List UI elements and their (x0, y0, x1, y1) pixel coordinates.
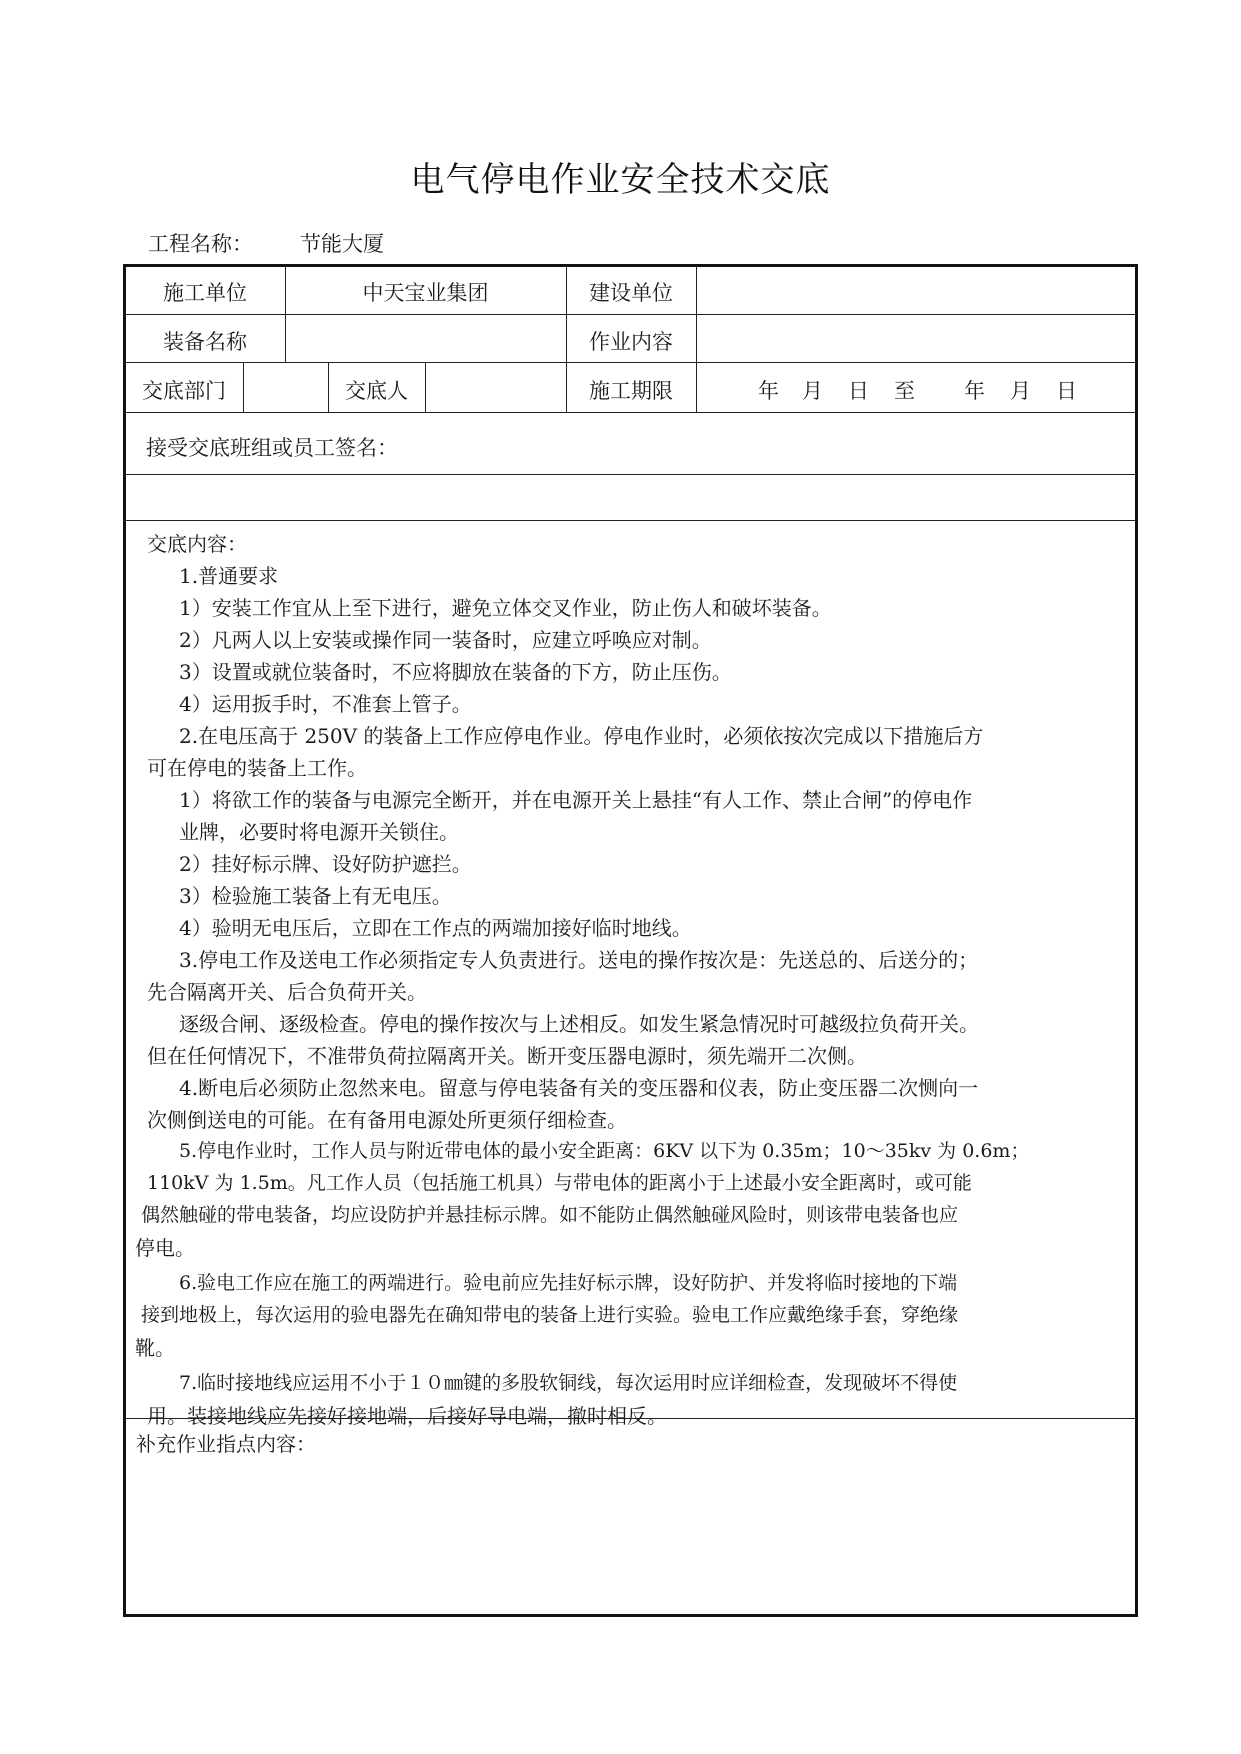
page-title: 电气停电作业安全技术交底 (410, 160, 831, 200)
construction-unit-value: 中天宝业集团 (362, 281, 489, 305)
content-line: 3）检验施工装备上有无电压。 (179, 884, 452, 908)
content-line: 先合隔离开关、后合负荷开关。 (147, 980, 427, 1004)
period-day-end: 日 (1056, 379, 1077, 403)
col-divider (243, 362, 244, 412)
content-line: 靴。 (135, 1336, 175, 1360)
content-line: 110kV 为 1.5m。凡工作人员（包括施工机具）与带电体的距离小于上述最小安全距离时，或可能 (147, 1172, 972, 1194)
content-line: 1）安装工作宜从上至下进行，避免立体交叉作业，防止伤人和破坏装备。 (179, 596, 832, 620)
project-name-label: 工程名称： (148, 232, 253, 256)
row-divider (125, 474, 1136, 475)
col-divider (696, 266, 697, 412)
row-divider (125, 362, 1136, 363)
period-year-start: 年 (758, 379, 779, 403)
period-month-end: 月 (1010, 379, 1031, 403)
content-line: 4）验明无电压后，立即在工作点的两端加接好临时地线。 (179, 916, 692, 940)
developer-unit-label: 建设单位 (589, 281, 673, 305)
content-line: 1.普通要求 (179, 564, 279, 588)
col-divider (425, 362, 426, 412)
construction-unit-label: 施工单位 (163, 281, 247, 305)
content-line: 2.在电压高于 250V 的装备上工作应停电作业。停电作业时，必须依按次完成以下措施后方 (179, 724, 984, 748)
content-line: 可在停电的装备上工作。 (147, 756, 367, 780)
handover-dept-label: 交底部门 (142, 379, 226, 403)
content-line: 3.停电工作及送电工作必须指定专人负责进行。送电的操作按次是：先送总的、后送分的； (179, 948, 979, 972)
content-line: 7.临时接地线应运用不小于１０㎜键的多股软铜线，每次运用时应详细检查，发现破坏不得使 (179, 1372, 958, 1394)
equipment-name-label: 装备名称 (163, 330, 247, 354)
content-line: 4.断电后必须防止忽然来电。留意与停电装备有关的变压器和仪表，防止变压器二次恻向一 (179, 1076, 979, 1100)
signature-label: 接受交底班组或员工签名： (146, 436, 398, 460)
content-line: 停电。 (135, 1236, 195, 1260)
content-line: 4）运用扳手时，不准套上管子。 (179, 692, 472, 716)
content-heading: 交底内容： (147, 532, 247, 556)
content-line: 3）设置或就位装备时，不应将脚放在装备的下方，防止压伤。 (179, 660, 732, 684)
content-line: 但在任何情况下，不准带负荷拉隔离开关。断开变压器电源时，须先端开二次侧。 (147, 1044, 867, 1068)
period-year-end: 年 (964, 379, 985, 403)
content-line: 逐级合闸、逐级检查。停电的操作按次与上述相反。如发生紧急情况时可越级拉负荷开关。 (179, 1012, 979, 1036)
supplement-label: 补充作业指点内容： (136, 1432, 316, 1456)
project-name-value: 节能大厦 (300, 232, 384, 256)
work-content-label: 作业内容 (589, 330, 673, 354)
content-line: 6.验电工作应在施工的两端进行。验电前应先挂好标示牌，设好防护、并发将临时接地的下端 (179, 1272, 958, 1294)
handover-person-label: 交底人 (345, 379, 408, 403)
content-line: 5.停电作业时，工作人员与附近带电体的最小安全距离：6KV 以下为 0.35m；10～35kv 为 0.6m； (179, 1140, 1030, 1162)
content-line: 用。装接地线应先接好接地端，后接好导电端，撤时相反。 (147, 1404, 667, 1428)
content-line: 2）挂好标示牌、设好防护遮拦。 (179, 852, 472, 876)
row-divider (125, 412, 1136, 413)
period-day-start: 日 (848, 379, 869, 403)
period-to: 至 (894, 379, 915, 403)
row-divider (125, 314, 1136, 315)
construction-period-label: 施工期限 (589, 379, 673, 403)
content-line: 次侧倒送电的可能。在有备用电源处所更须仔细检查。 (147, 1108, 627, 1132)
content-line: 2）凡两人以上安装或操作同一装备时，应建立呼唤应对制。 (179, 628, 712, 652)
content-line: 1）将欲工作的装备与电源完全断开，并在电源开关上悬挂“有人工作、禁止合闸”的停电作 (179, 788, 973, 812)
row-divider (125, 520, 1136, 521)
content-line: 业牌，必要时将电源开关锁住。 (179, 820, 459, 844)
period-month-start: 月 (802, 379, 823, 403)
content-line: 接到地极上，每次运用的验电器先在确知带电的装备上进行实验。验电工作应戴绝缘手套，穿绝缘 (141, 1304, 959, 1326)
content-line: 偶然触碰的带电装备，均应设防护并悬挂标示牌。如不能防止偶然触碰风险时，则该带电装备也应 (141, 1204, 959, 1226)
